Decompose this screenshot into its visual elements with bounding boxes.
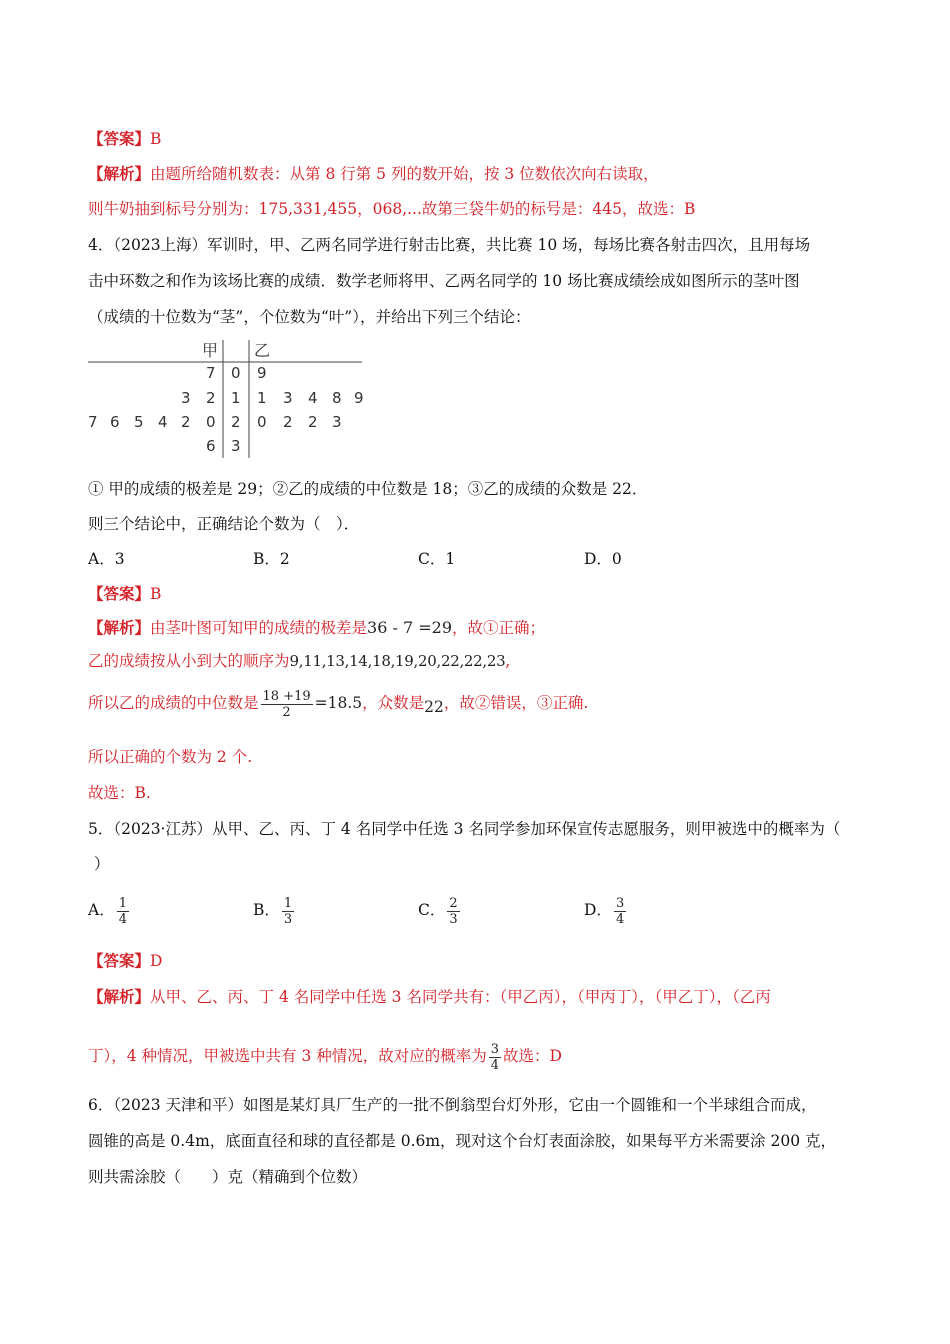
q4-stem-line1: 4．（2023上海）军训时，甲、乙两名同学进行射击比赛，共比赛 10 场，每场比赛各射击四次，且用每场 xyxy=(88,236,811,254)
stem-leaf-left-header: 甲 xyxy=(202,341,219,360)
q4-stem-line3: （成绩的十位数为“茎”，个位数为“叶”），并给出下列三个结论： xyxy=(88,308,531,326)
q4-answer xyxy=(88,583,161,605)
q3-analysis-line1: 【解析】由题所给随机数表：从第 8 行第 5 列的数开始，按 3 位数依次向右读取， xyxy=(88,164,659,183)
leaf-left: 5 xyxy=(134,413,144,431)
q5-analysis-line2: 丁），4 种情况，甲被选中共有 3 种情况，故对应的概率为 $\frac{3}{4}$ 故选：D xyxy=(88,1041,562,1073)
q4-analysis-line4: 所以正确的个数为 2 个. xyxy=(88,748,253,766)
probability-fraction: $\frac{3}{4}$ xyxy=(490,1041,500,1073)
q4-option-d: D．0 xyxy=(584,550,622,568)
leaf-left: 7 xyxy=(88,413,98,431)
stem-leaf-right-header: 乙 xyxy=(254,341,271,360)
q5-option-a: A． $\frac{1}{4}$ xyxy=(88,895,127,927)
leaf-left: 4 xyxy=(158,413,168,431)
leaf-left: 6 xyxy=(110,413,120,431)
q4-question: 则三个结论中，正确结论个数为（ ）． xyxy=(88,515,360,533)
q5-stem-line1: 5．（2023·江苏）从甲、乙、丙、丁 4 名同学中任选 3 名同学参加环保宣传志愿服务，则甲被选中的概率为（ xyxy=(88,820,841,838)
q6-stem-line1: 6．（2023 天津和平）如图是某灯具厂生产的一批不倒翁型台灯外形，它由一个圆锥和一个半球组合而成， xyxy=(88,1096,817,1114)
q4-analysis-line3: 所以乙的成绩的中位数是 $\frac{18 +19}{2}$ =18.5，众数是22，故②错误，③正确. xyxy=(88,688,589,720)
leaf-left: 7 xyxy=(206,364,216,382)
stem-leaf-lines xyxy=(88,338,364,458)
answer-label: 【答案】 xyxy=(88,129,151,148)
q5-option-d: D． $\frac{3}{4}$ xyxy=(584,895,625,927)
q4-analysis-line2: 乙的成绩按从小到大的顺序为9,11,13,14,18,19,20,22,22,23, xyxy=(88,652,511,670)
answer-label: 【答案】 xyxy=(88,951,151,970)
mode-value: 22 xyxy=(424,698,444,716)
q5-answer xyxy=(88,950,162,972)
q4-analysis-line1: 【解析】由茎叶图可知甲的成绩的极差是36 - 7 =29，故①正确； xyxy=(88,618,546,637)
stem-leaf-plot xyxy=(88,338,364,458)
q4-stem-line2: 击中环数之和作为该场比赛的成绩．数学老师将甲、乙两名同学的 10 场比赛成绩绘成如图所示的茎叶图 xyxy=(88,272,800,290)
q6-stem-line2: 圆锥的高是 0.4m，底面直径和球的直径都是 0.6m，现对这个台灯表面涂胶，如果每平方米需要涂 200 克， xyxy=(88,1132,836,1150)
q6-stem-line3: 则共需涂胶（ ）克（精确到个位数） xyxy=(88,1168,368,1186)
option-fraction: $\frac{1}{4}$ xyxy=(118,895,127,927)
analysis-label: 【解析】 xyxy=(88,164,151,183)
sorted-scores: 9,11,13,14,18,19,20,22,22,23 xyxy=(289,652,506,670)
q3-analysis-line2: 则牛奶抽到标号分别为：175,331,455，068,...故第三袋牛奶的标号是：445，故选：B xyxy=(88,200,696,218)
leaf-left: 2 xyxy=(181,413,191,431)
leaf-left: 6 xyxy=(206,437,216,455)
answer-value: B xyxy=(150,585,162,603)
leaf-right: 3 xyxy=(283,389,293,407)
analysis-label: 【解析】 xyxy=(88,618,151,637)
q5-stem-line2: ） xyxy=(94,855,110,873)
answer-value: D xyxy=(150,952,163,970)
leaf-left: 2 xyxy=(206,389,216,407)
q5-option-c: C． $\frac{2}{3}$ xyxy=(418,895,458,927)
stem: 3 xyxy=(231,437,241,455)
leaf-right: 1 xyxy=(257,389,267,407)
q4-option-a: A．3 xyxy=(88,550,125,568)
median-fraction: $\frac{18 +19}{2}$ xyxy=(262,688,311,720)
leaf-right: 0 xyxy=(257,413,267,431)
answer-label: 【答案】 xyxy=(88,584,151,603)
stem: 1 xyxy=(231,389,241,407)
option-fraction: $\frac{2}{3}$ xyxy=(449,895,458,927)
leaf-right: 9 xyxy=(257,364,267,382)
stem: 2 xyxy=(231,413,241,431)
q5-analysis-line1: 【解析】从甲、乙、丙、丁 4 名同学中任选 3 名同学共有：（甲乙丙），（甲丙丁），（甲乙丁），（乙丙 xyxy=(88,987,771,1006)
q5-option-b: B． $\frac{1}{3}$ xyxy=(253,895,293,927)
range-formula: 36 - 7 =29 xyxy=(367,618,452,637)
leaf-right: 3 xyxy=(332,413,342,431)
option-fraction: $\frac{1}{3}$ xyxy=(283,895,293,927)
option-fraction: $\frac{3}{4}$ xyxy=(615,895,625,927)
q4-analysis-line5: 故选：B. xyxy=(88,784,151,802)
leaf-right: 2 xyxy=(283,413,293,431)
analysis-label: 【解析】 xyxy=(88,987,151,1006)
answer-value: B xyxy=(150,130,162,148)
stem: 0 xyxy=(231,364,241,382)
q4-option-b: B．2 xyxy=(253,550,290,568)
leaf-left: 3 xyxy=(181,389,191,407)
leaf-right: 4 xyxy=(308,389,318,407)
q3-answer xyxy=(88,128,161,150)
q4-option-c: C．1 xyxy=(418,550,456,568)
leaf-right: 2 xyxy=(308,413,318,431)
leaf-right: 9 xyxy=(354,389,364,407)
leaf-left: 0 xyxy=(206,413,216,431)
q4-conclusions: ① 甲的成绩的极差是 29；②乙的成绩的中位数是 18；③乙的成绩的众数是 22． xyxy=(88,480,648,498)
leaf-right: 8 xyxy=(332,389,342,407)
